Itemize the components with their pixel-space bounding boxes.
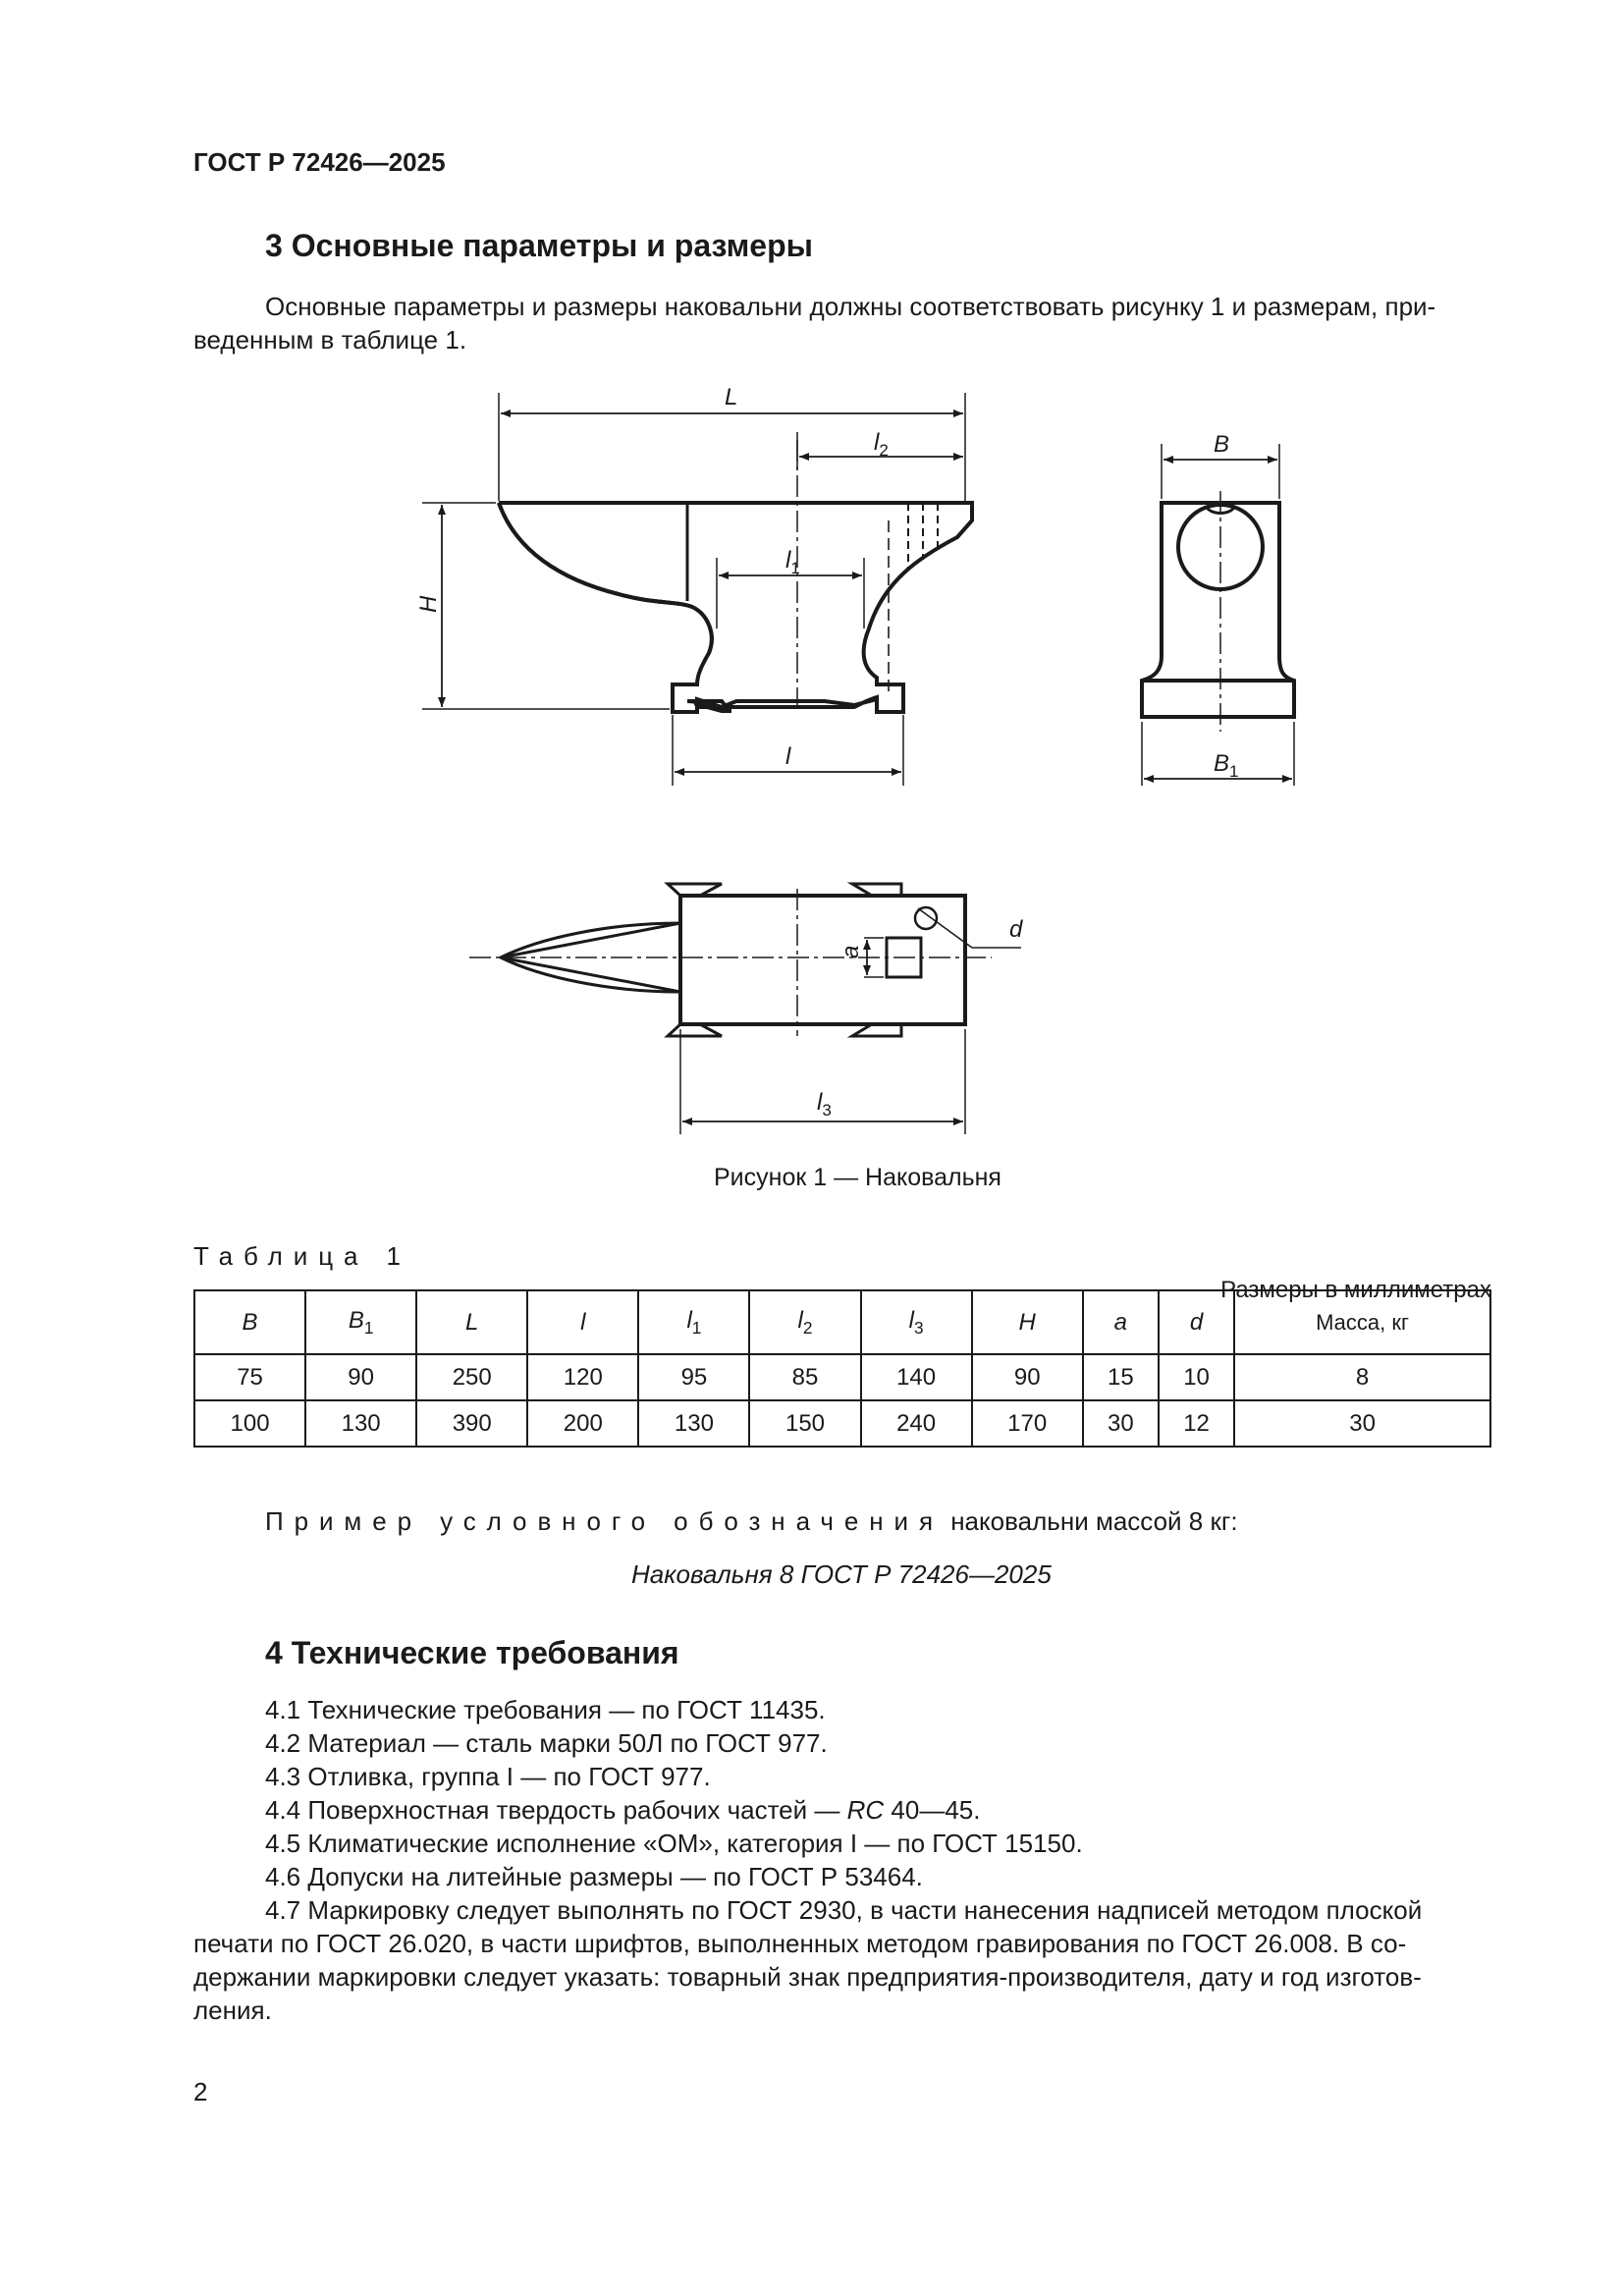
col-header: l [527,1290,638,1354]
col-header: Масса, кг [1234,1290,1490,1354]
table-cell: 10 [1159,1354,1234,1400]
table-cell: 75 [194,1354,305,1400]
dim-label-H: H [415,595,442,613]
req-item-4-4: 4.4 Поверхностная твердость рабочих частей — RC 40—45. [265,1795,981,1825]
req-item-4-5: 4.5 Климатические исполнение «ОМ», категория I — по ГОСТ 15150. [265,1829,1083,1858]
table-cell: 240 [861,1400,972,1447]
table-cell: 100 [194,1400,305,1447]
page-number: 2 [193,2077,208,2106]
dim-label-d: d [1009,916,1023,943]
req-item-4-7-line1: 4.7 Маркировку следует выполнять по ГОСТ 2930, в части нанесения надписей методом плоской [265,1895,1423,1925]
anvil-side-view [499,503,972,712]
table-cell: 30 [1083,1400,1159,1447]
table-cell: 12 [1159,1400,1234,1447]
example-rest: наковальни массой 8 кг: [943,1506,1238,1536]
col-header: B [194,1290,305,1354]
col-header: d [1159,1290,1234,1354]
figure-caption: Рисунок 1 — Наковальня [714,1164,1001,1191]
example-designation: Наковальня 8 ГОСТ Р 72426—2025 [631,1559,1052,1589]
dim-label-a: a [838,945,864,958]
section-3-paragraph-line1: Основные параметры и размеры наковальни должны соответствовать рисунку 1 и размерам, при- [265,292,1436,321]
req-item-4-1: 4.1 Технические требования — по ГОСТ 11435. [265,1695,826,1724]
anvil-front-view [1142,503,1294,717]
req-item-4-7-line3: держании маркировки следует указать: товарный знак предприятия-производителя, дату и год изготов- [193,1962,1422,1992]
col-header: a [1083,1290,1159,1354]
dim-label-B1: $B_1$ [1214,750,1239,781]
table-cell: 30 [1234,1400,1490,1447]
anvil-top-view [501,884,965,1036]
dimensions-table [193,1289,1491,1448]
req-item-4-2: 4.2 Материал — сталь марки 50Л по ГОСТ 977. [265,1728,828,1758]
table-cell: 95 [638,1354,749,1400]
table-cell: 170 [972,1400,1083,1447]
dim-label-l: l [785,743,791,770]
req-item-4-6: 4.6 Допуски на литейные размеры — по ГОСТ Р 53464. [265,1862,923,1891]
table-label: Таблица 1 [193,1241,411,1271]
table-cell: 8 [1234,1354,1490,1400]
example-spaced-label: Пример условного обозначения [265,1506,944,1536]
col-header: L [416,1290,527,1354]
table-cell: 390 [416,1400,527,1447]
dim-label-L: L [725,384,738,410]
table-cell: 90 [972,1354,1083,1400]
col-header: $B_1$ [305,1290,416,1354]
col-header: $l_2$ [749,1290,860,1354]
table-row [194,1400,1490,1447]
table-cell: 250 [416,1354,527,1400]
table-cell: 120 [527,1354,638,1400]
col-header: H [972,1290,1083,1354]
req-item-4-7-line2: печати по ГОСТ 26.020, в части шрифтов, выполненных методом гравирования по ГОСТ 26.008. В со- [193,1929,1407,1958]
req-item-4-3: 4.3 Отливка, группа I — по ГОСТ 977. [265,1762,711,1791]
section-4-title: 4 Технические требования [265,1635,679,1670]
table-cell: 130 [305,1400,416,1447]
table-cell: 15 [1083,1354,1159,1400]
example-line [265,1504,1238,1538]
section-3-paragraph-line2: веденным в таблице 1. [193,325,467,355]
document-header: ГОСТ Р 72426—2025 [193,147,446,177]
section-3-title: 3 Основные параметры и размеры [265,228,813,263]
dim-label-B: B [1214,431,1230,458]
table-cell: 140 [861,1354,972,1400]
dim-label-l1: $l_1$ [785,547,800,577]
table-cell: 150 [749,1400,860,1447]
col-header: $l_3$ [861,1290,972,1354]
table-units: Размеры в миллиметрах [1220,1277,1491,1303]
col-header: $l_1$ [638,1290,749,1354]
dim-label-l2: $l_2$ [874,429,889,460]
dim-label-l3: $l_3$ [817,1089,832,1120]
table-header-row [194,1290,1490,1354]
table-row [194,1354,1490,1400]
req-item-4-7-line4: ления. [193,1995,272,2025]
table-cell: 200 [527,1400,638,1447]
table-cell: 130 [638,1400,749,1447]
table-cell: 90 [305,1354,416,1400]
table-cell: 85 [749,1354,860,1400]
